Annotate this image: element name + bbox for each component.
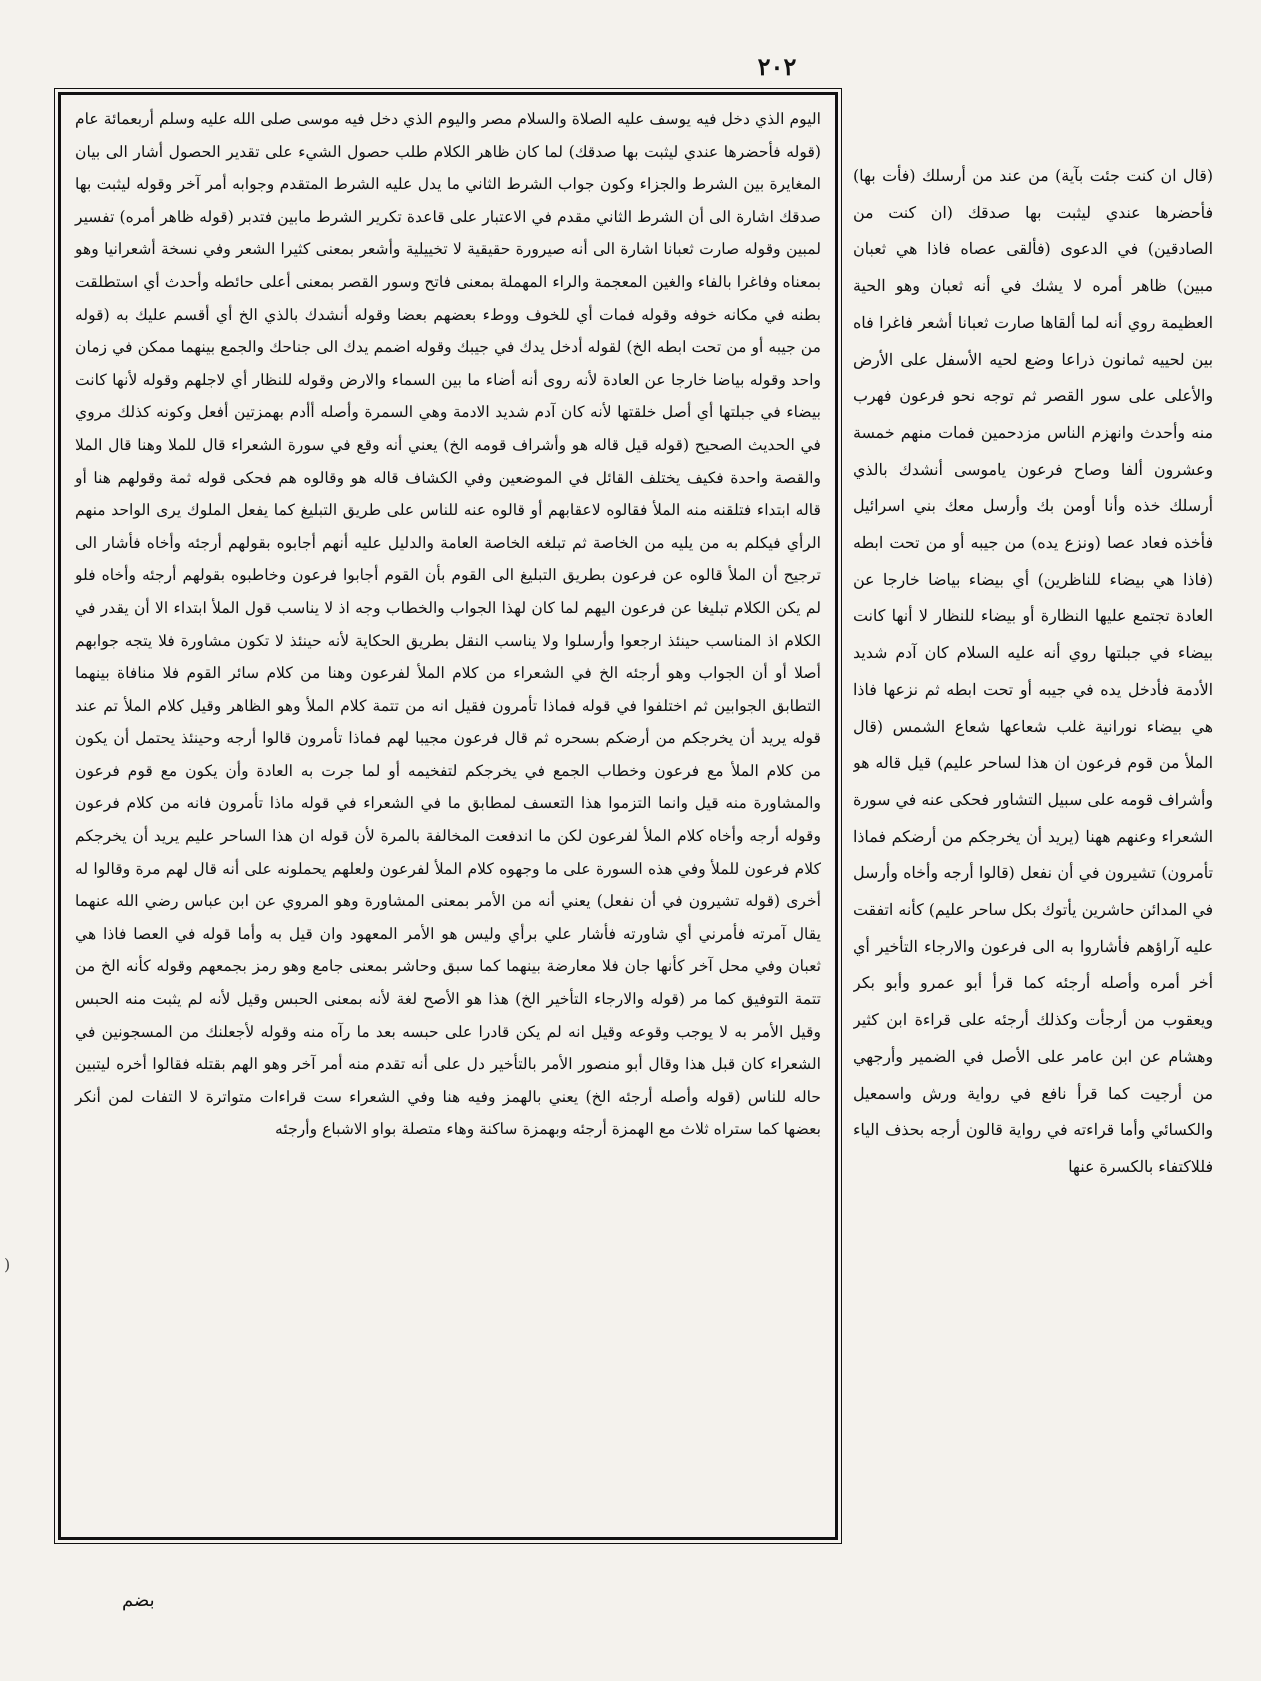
margin-text: (قال ان كنت جئت بآية) من عند من أرسلك (فأت بها) فأحضرها عندي ليثبت بها صدقك (ان كنت من الصادقين) في الدعوى (فألقى عصاه فاذا هي ثعبان مبين) ظاهر أمره لا يشك في أنه ثعبان وهو الحية العظيمة روي أنه لما ألقاها صارت ثعبانا أشعر فاغرا فاه بين لحييه ثمانون ذراعا وضع لحيه الأسفل على الأرض والأعلى على سور القصر ثم توجه نحو فرعون فهرب منه وأحدث وانهزم الناس مزدحمين فمات منهم خمسة وعشرون ألفا وصاح فرعون ياموسى أنشدك بالذي أرسلك خذه وأنا أومن بك وأرسل معك بني اسرائيل فأخذه فعاد عصا (ونزع يده) من جيبه أو من تحت ابطه (فاذا هي بيضاء للناظرين) أي بيضاء بياضا خارجا عن العادة تجتمع عليها النظارة أو بيضاء للنظار لا أنها كانت بيضاء في جبلتها روي أنه عليه السلام كان آدم شديد الأدمة فأدخل يده في جيبه أو تحت ابطه ثم نزعها فاذا هي بيضاء نورانية غلب شعاعها شعاع الشمس (قال الملأ من قوم فرعون ان هذا لساحر عليم) قيل قاله هو وأشراف قومه على سبيل التشاور فحكى عنه في سورة الشعراء وعنهم ههنا (يريد أن يخرجكم من أرضكم فماذا تأمرون) تشيرون في أن نفعل (قالوا أرجه وأخاه وأرسل في المدائن حاشرين يأتوك بكل ساحر عليم) كأنه اتفقت عليه آراؤهم فأشاروا به الى فرعون والارجاء التأخير أي أخر أمره وأصله أرجئه كما قرأ أبو عمرو وأبو بكر ويعقوب من أرجأت وكذلك أرجئه على قراءة ابن كثير وهشام عن ابن عامر على الأصل في الضمير وأرجهي من أرجيت كما قرأ نافع في رواية ورش واسمعيل والكسائي وأما قراءته في رواية قالون أرجه بحذف الياء فللاكتفاء بالكسرة عنها — [853, 166, 1213, 1176]
main-commentary-text: اليوم الذي دخل فيه يوسف عليه الصلاة والسلام مصر واليوم الذي دخل فيه موسى صلى الله عليه وسلم أربعمائة عام (قوله فأحضرها عندي ليثبت بها صدقك) لما كان ظاهر الكلام طلب حصول الشيء على تقدير الحصول أشار الى بيان المغايرة بين الشرط والجزاء وكون جواب الشرط الثاني ما يدل عليه الشرط المتقدم وجوابه أمر آخر وقوله ليثبت بها صدقك اشارة الى أن الشرط الثاني مقدم في الاعتبار على قاعدة تكرير الشرط مابين فتدبر (قوله ظاهر أمره) تفسير لمبين وقوله صارت ثعبانا اشارة الى أنه صيرورة حقيقية لا تخييلية وأشعر بمعنى كثيرا الشعر وفي نسخة أشعرانيا وهو بمعناه وفاغرا بالفاء والغين المعجمة والراء المهملة بمعنى فاتح وسور القصر بمعنى أعلى حائطه وأحدث أي استطلقت بطنه في مكانه خوفه وقوله فمات أي للخوف ووطء بعضهم بعضا وقوله أنشدك بالذي الخ أي أقسم عليك به (قوله من جيبه أو من تحت ابطه الخ) لقوله أدخل يدك في جيبك وقوله اضمم يدك الى جناحك والجمع بينهما ممكن في زمان واحد وقوله بياضا خارجا عن العادة لأنه روى أنه أضاء ما بين السماء والارض وقوله للنظار أي لاجلهم وقوله لأنها كانت بيضاء في جبلتها أي أصل خلقتها لأنه كان آدم شديد الادمة وهي السمرة وأصله أأدم بهمزتين أفعل وكونه كذلك مروي في الحديث الصحيح (قوله قيل قاله هو وأشراف قومه الخ) يعني أنه وقع في سورة الشعراء قال للملا وهنا قال الملا والقصة واحدة فكيف يختلف القائل في الموضعين وفي الكشاف قاله هو وقالوه هم فحكى قوله ثمة وقولهم هنا أو قاله ابتداء فتلقنه منه الملأ فقالوه لاعقابهم أو قالوه عنه للناس على طريق التبليغ كما يفعل الملوك يرى الواحد منهم الرأي فيكلم به من يليه من الخاصة ثم تبلغه الخاصة العامة والدليل عليه أنهم أجابوه بقولهم أرجئه وأخاه فأشار الى ترجيح أن الملأ قالوه عن فرعون بطريق التبليغ الى القوم بأن القوم أجابوا فرعون وخاطبوه بقولهم أرجئه وأخاه فلو لم يكن الكلام تبليغا عن فرعون اليهم لما كان لهذا الجواب والخطاب وجه اذ لا يناسب قول الملأ ابتداء الا أن يقدر في الكلام اذ المناسب حينئذ ارجعوا وأرسلوا ولا يناسب النقل بطريق الحكاية لأنه حينئذ لا تكون مشاورة فلا يتجه جوابهم أصلا أو أن الجواب وهو أرجئه الخ في الشعراء من كلام الملأ لفرعون وهنا من كلام سائر القوم فلا منافاة بينهما التطابق الجوابين ثم اختلفوا في قوله فماذا تأمرون فقيل انه من تتمة كلام الملأ وهو الظاهر وقيل كلام الملأ تم عند قوله يريد أن يخرجكم من أرضكم بسحره ثم قال فرعون مجيبا لهم فماذا تأمرون قالوا أرجه وحينئذ يحتمل أن يكون من كلام الملأ مع فرعون وخطاب الجمع في يخرجكم لتفخيمه أو لما جرت به العادة وأن يكون مع قوم فرعون والمشاورة منه قيل وانما التزموا هذا التعسف لمطابق ما في الشعراء في قوله ماذا تأمرون فانه من كلام فرعون وقوله أرجه وأخاه كلام الملأ لفرعون لكن ما اندفعت المخالفة بالمرة لأن قوله ان هذا الساحر عليم يريد أن يخرجكم كلام فرعون للملأ وفي هذه السورة على ما وجهوه كلام الملأ لفرعون ولعلهم يحملونه على أنه قال لهم مرة وقالوا له أخرى (قوله تشيرون في أن نفعل) يعني أنه من الأمر بمعنى المشاورة وهو المروي عن ابن عباس رضي الله عنهما يقال آمرته فأمرني أي شاورته فأشار علي برأي وليس هو الأمر المعهود وان قيل به وأما قوله في العصا فاذا هي ثعبان وفي محل آخر كأنها جان فلا معارضة بينهما كما سبق وحاشر بمعنى جامع وهو رمز بجمعهم وقوله كأنه الخ من تتمة التوفيق كما مر (قوله والارجاء التأخير الخ) هذا هو الأصح لغة لأنه بمعنى الحبس وقيل لأنه لم يثبت منه الحبس وقيل الأمر به لا يوجب وقوعه وقيل انه لم يكن قادرا على حبسه بعد ما رآه منه وقوله لأجعلنك من المسجونين في الشعراء كان قبل هذا وقال أبو منصور الأمر بالتأخير دل على أنه تقدم منه أمر آخر وهو الهم بقتله فقالوا أخره ليتبين حاله للناس (قوله وأصله أرجئه الخ) يعني بالهمز وفيه هنا وفي الشعراء ست قراءات متواترة لا التفات لمن أنكر بعضها كما ستراه ثلاث مع الهمزة أرجئه وبهمزة ساكنة وهاء متصلة بواو الاشباع وأرجئه — [75, 110, 821, 1139]
margin-text-column — [853, 158, 1213, 1498]
catchword: بضم — [122, 1590, 155, 1611]
page-number: ٢٠٢ — [757, 52, 797, 81]
main-commentary — [61, 95, 835, 1154]
main-text-frame — [58, 92, 838, 1540]
left-edge-mark: ) — [4, 1255, 11, 1274]
